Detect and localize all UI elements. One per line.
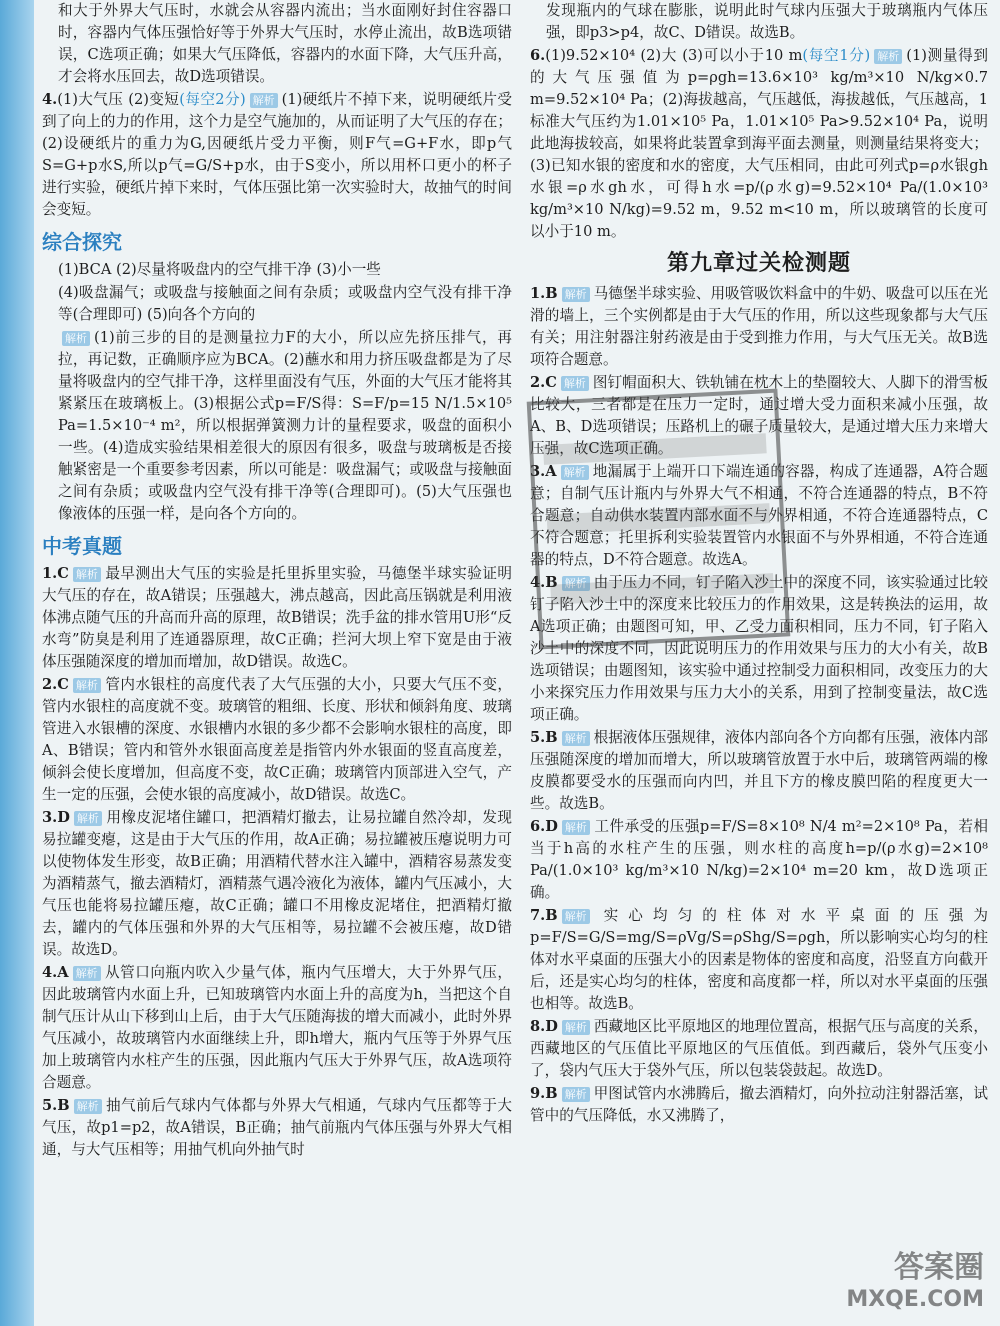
list-item: 4.A 解析 从管口向瓶内吹入少量气体，瓶内气压增大，大于外界气压，因此玻璃管内水面上升，已知玻璃管内水面上升的高度为h，当把这个自制气压计从山下移到山上后，由于大气压随海拔的增大而减小，此时外界气压减小，故玻璃管内水面继续上升，即h增大，瓶内气压等于外界气压加上玻璃管内水柱产生的压强，因此瓶内气压大于外界气压，故A选项符合题意。 [42,964,512,1091]
left-column [42,0,512,1162]
page-edge-tab [0,0,34,1326]
list-item: 8.D 解析 西藏地区比平原地区的地理位置高，根据气压与高度的关系，西藏地区的气压值比平原地区的气压值低。到西藏后，袋外气压变小了，袋内气压大于袋外气压，所以包装袋鼓起。故选D。 [530,1018,988,1079]
analysis-tag: 解析 [562,1020,590,1035]
stamp-bar [547,503,771,535]
analysis-tag: 解析 [562,1087,590,1102]
left-intro: 和大于外界大气压时，水就会从容器内流出；当水面刚好封住容器口时，容器内气体压强恰好等于外界大气压时，水停止流出，故B选项错误，C选项正确；如果大气压降低，容器内的水面下降，大气压升高，才会将水压回去，故D选项错误。 [58,2,512,85]
analysis-tag: 解析 [62,331,90,346]
stamp-bar [543,433,767,465]
zh-analysis: 解析 (1)前三步的目的是测量拉力F的大小，所以应先挤压排气，再拉，再记数，正确顺序应为BCA。(2)蘸水和用力挤压吸盘都是为了尽量将吸盘内的空气排干净，这样里面没有气压，外面的大气压才能将其紧紧压在玻璃板上。(3)根据公式p=F/S得：S=F/p=15 N/1.5×10⁵ Pa=1.5×10⁻⁴ m²，所以根据弹簧测力计的量程要求，吸盘的面积小一些。(4)造成实验结果相差很大的原因有很多，吸盘与玻璃板是否接触紧密是一个重要参考因素，所以可能是：吸盘漏气；或吸盘与接触面之间有杂质；或吸盘内空气没有排干净等(合理即可)。(5)大气压强也像液体的压强一样，是向各个方向的。 [58,329,512,522]
watermark-stamp [527,389,791,650]
analysis-tag: 解析 [562,576,590,591]
q6-answer: 6.(1)9.52×10⁴ (2)大 (3)可以小于10 m(每空1分) 解析 (1)测量得到的大气压强值为p=ρgh=13.6×10³ kg/m³×10 N/kg×0.7 m=9.52×10⁴ Pa；(2)海拔越高，气压越低，海拔越低，气压越高，1标准大气压约为1.01×10⁵ Pa，1.01×10⁵ Pa>9.52×10⁴ Pa，说明此地海拔较高，如果将此装置拿到海平面去测量，则测量结果将变大；(3)已知水银的密度和水的密度，大气压相同，由此可列式p=ρ水银gh水银=ρ水gh水，可得h水=p/(ρ水g)=9.52×10⁴ Pa/(1.0×10³ kg/m³×10 N/kg)=9.52 m，9.52 m<10 m，所以玻璃管的长度可以小于10 m。 [530,47,988,240]
analysis-tag: 解析 [73,678,101,693]
q4-answer: 4.(1)大气压 (2)变短(每空2分) 解析 (1)硬纸片不掉下来，说明硬纸片受到了向上的力的作用，这个力是空气施加的，从而证明了大气压的存在；(2)设硬纸片的重力为G,因硬纸片受力平衡，则F气=G+F水，即p气S=G+p水S,所以p气=G/S+p水，由于S变小，所以用杯口更小的杯子进行实验，硬纸片掉下来时，气体压强比第一次实验时大，故抽气的时间会变短。 [42,91,512,218]
analysis-tag: 解析 [74,811,102,826]
stamp-bar [550,573,774,605]
list-item: 3.D 解析 用橡皮泥堵住罐口，把酒精灯撤去，让易拉罐自然冷却，发现易拉罐变瘪，这是由于大气压的作用，故A正确；易拉罐被压瘪说明力可以使物体发生形变，故B正确；用酒精代替水注入罐中，酒精容易蒸发变为酒精蒸气，撤去酒精灯，酒精蒸气遇冷液化为液体，罐内气压减小，大气压也能将易拉罐压瘪，故C正确；罐口不用橡皮泥堵住，把酒精灯撤去，罐内的气体压强和外界的大气压相等，易拉罐不会被压瘪，故D错误。故选D。 [42,809,512,958]
list-item: 2.C 解析 图钉帽面积大、铁轨铺在枕木上的垫圈较大、人脚下的滑雪板比较大，三者都是在压力一定时，通过增大受力面积来减小压强，故A、B、D选项错误；压路机上的碾子质量较大，是通过增大压力来增大压强，故C选项正确。 [530,374,988,457]
zh-answer-1: (1)BCA (2)尽量将吸盘内的空气排干净 (3)小一些 [58,261,381,278]
zh-answer-2: (4)吸盘漏气；或吸盘与接触面之间有杂质；或吸盘内空气没有排干净等(合理即可) (5)向各个方向的 [58,284,512,323]
analysis-tag: 解析 [562,287,590,302]
list-item: 1.B 解析 马德堡半球实验、用吸管吸饮料盒中的牛奶、吸盘可以压在光滑的墙上，三个实例都是由于大气压的作用，所以这些现象都与大气压有关；用注射器注射药液是由于受到推力作用，与大气压无关。故B选项符合题意。 [530,285,988,368]
site-watermark: 答案圈 MXQE.COM [846,1250,984,1312]
list-item: 4.B 解析 由于压力不同，钉子陷入沙土中的深度不同，该实验通过比较钉子陷入沙土中的深度来比较压力的作用效果，这是转换法的运用，故A选项正确；由题图可知，甲、乙受力面积相同，压力不同，钉子陷入沙土中的深度不同，因此说明压力的作用效果与压力的大小有关，故B选项错误；由题图知，该实验中通过控制受力面积相同，改变压力的大小来探究压力作用效果与压力大小的关系，用到了控制变量法，故C选项正确。 [530,574,988,723]
analysis-tag: 解析 [562,820,590,835]
analysis-tag: 解析 [874,49,902,64]
list-item: 1.C 解析 最早测出大气压的实验是托里拆里实验，马德堡半球实验证明大气压的存在，故A错误；压强越大，沸点越高，因此高压锅就是利用液体沸点随气压的升高而升高的原理，故B错误；洗手盆的排水管用U形“反水弯”防臭是利用了连通器原理，故C正确；拦河大坝上窄下宽是由于液体压强随深度的增加而增加，故D错误。故选C。 [42,565,512,670]
analysis-tag: 解析 [250,93,278,108]
analysis-tag: 解析 [561,376,589,391]
analysis-tag: 解析 [73,567,101,582]
list-item: 6.D 解析 工件承受的压强p=F/S=8×10⁸ N/4 m²=2×10⁸ Pa，若相当于h高的水柱产生的压强，则水柱的高度h=p/(ρ水g)=2×10⁸ Pa/(1.0×10³ kg/m³×10 N/kg)=2×10⁴ m=20 km，故D选项正确。 [530,818,988,901]
list-item: 5.B 解析 抽气前后气球内气体都与外界大气相通，气球内气压都等于大气压，故p1=p2，故A错误，B正确；抽气前瓶内气体压强与外界大气相通，与大气压相等；用抽气机向外抽气时 [42,1097,512,1158]
list-item: 2.C 解析 管内水银柱的高度代表了大气压强的大小，只要大气压不变，管内水银柱的高度就不变。玻璃管的粗细、长度、形状和倾斜角度、玻璃管进入水银槽的深度、水银槽内水银的多少都不会影响水银柱的高度，即A、B错误；管内和管外水银面高度差是指管内外水银面的竖直高度差，倾斜会使长度增加，但高度不变，故C正确；玻璃管内顶部进入空气，产生一定的压强，会使水银的高度减小，故D错误。故选C。 [42,676,512,803]
section-title-zonghe: 综合探究 [42,230,122,254]
list-item: 3.A 解析 地漏属于上端开口下端连通的容器，构成了连通器，A符合题意；自制气压计瓶内与外界大气不相通，不符合连通器的特点，B不符合题意；自动供水装置内部水面不与外界相通，不符合连通器特点，C不符合题意；托里拆利实验装置管内水银面不与外界相通，不符合连通器的特点，D不符合题意。故选A。 [530,463,988,568]
analysis-tag: 解析 [561,465,589,480]
section-title-zhongkao: 中考真题 [42,534,122,558]
analysis-tag: 解析 [562,909,590,924]
list-item: 5.B 解析 根据液体压强规律，液体内部向各个方向都有压强，液体内部压强随深度的增加而增大，所以玻璃管放置于水中后，玻璃管两端的橡皮膜都要受水的压强而向内凹，并且下方的橡皮膜凹陷的程度更大一些。故选B。 [530,729,988,812]
analysis-tag: 解析 [73,966,101,981]
chapter-title: 第九章过关检测题 [666,251,851,276]
right-continuation: 发现瓶内的气球在膨胀，说明此时气球内压强大于玻璃瓶内气体压强，即p3>p4，故C、D错误。故选B。 [546,2,988,41]
analysis-tag: 解析 [74,1099,102,1114]
analysis-tag: 解析 [562,731,590,746]
list-item: 7.B 解析 实心均匀的柱体对水平桌面的压强为p=F/S=G/S=mg/S=ρVg/S=ρShg/S=ρgh，所以影响实心均匀的柱体对水平桌面的压强大小的因素是物体的密度和高度，沿竖直方向截开后，还是实心均匀的柱体，密度和高度都一样，所以对水平桌面的压强也相等。故选B。 [530,907,988,1012]
list-item: 9.B 解析 甲图试管内水沸腾后，撤去酒精灯，向外拉动注射器活塞，试管中的气压降低，水又沸腾了， [530,1085,988,1124]
